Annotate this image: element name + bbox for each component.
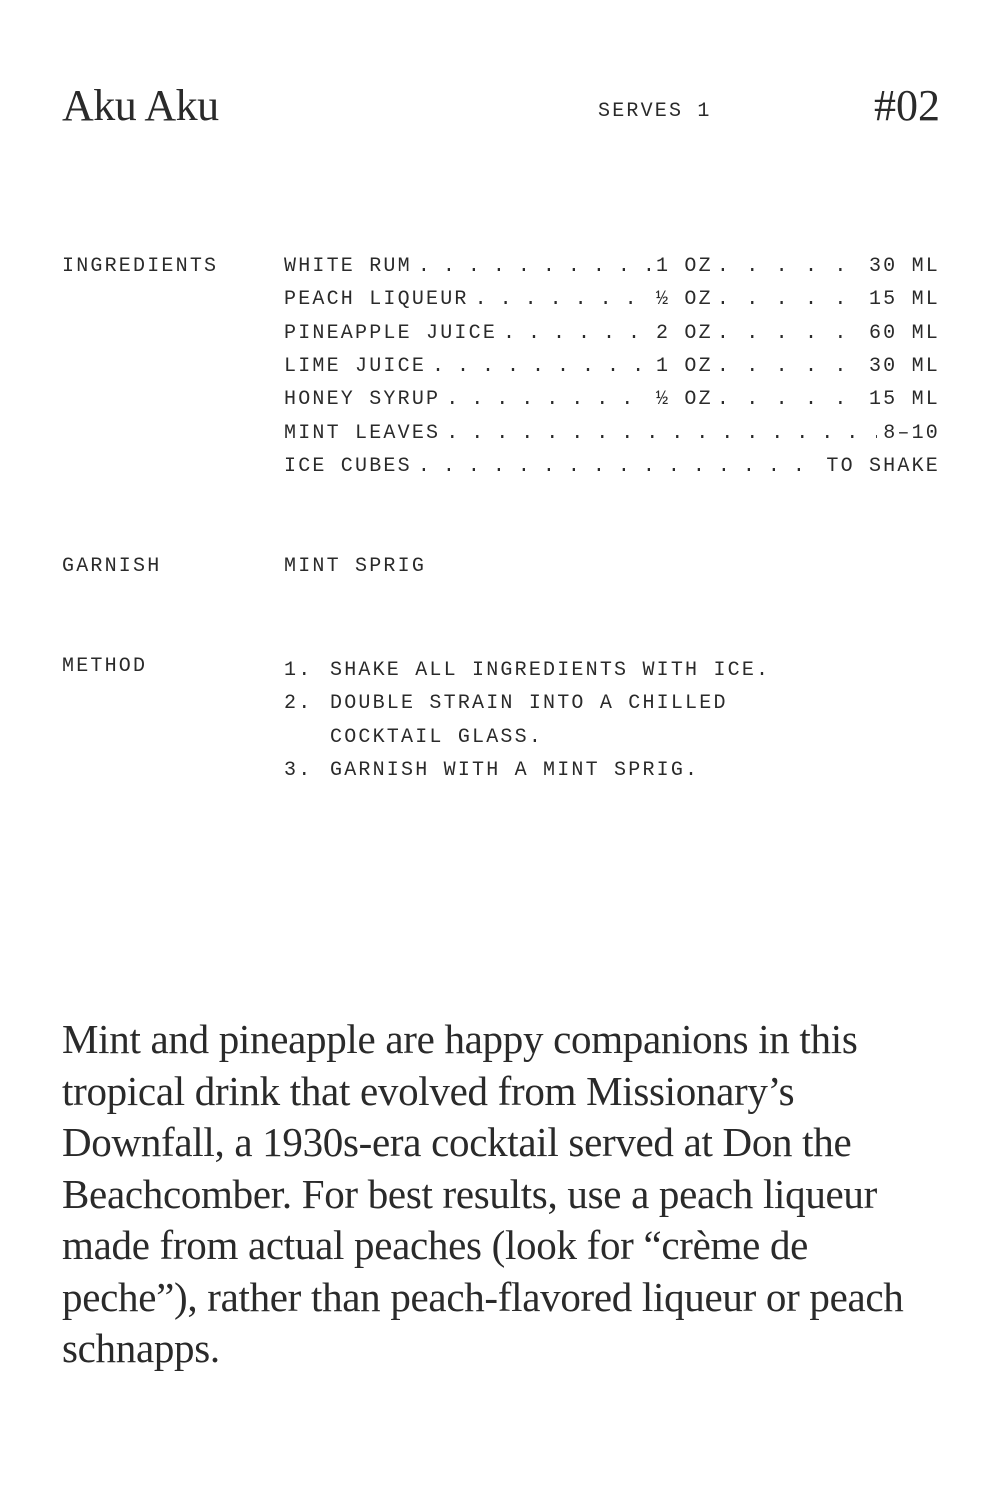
leader-dots bbox=[432, 355, 650, 378]
step-text: SHAKE ALL INGREDIENTS WITH ICE. bbox=[330, 659, 771, 682]
ingredient-name: LIME JUICE bbox=[284, 355, 427, 379]
ingredient-oz: 1 OZ bbox=[656, 355, 713, 379]
ingredient-oz: ½ OZ bbox=[656, 388, 713, 412]
method-step bbox=[284, 687, 844, 754]
ingredient-row bbox=[284, 383, 940, 416]
ingredient-row bbox=[284, 317, 940, 350]
ingredient-row bbox=[284, 450, 940, 483]
ingredient-name: MINT LEAVES bbox=[284, 421, 441, 445]
method-step bbox=[284, 754, 844, 787]
step-number: 3. bbox=[284, 758, 313, 782]
leader-dots bbox=[446, 388, 650, 411]
leader-dots bbox=[418, 455, 821, 478]
ingredient-name: WHITE RUM bbox=[284, 255, 412, 279]
leader-dots bbox=[717, 388, 865, 411]
ingredient-name: PINEAPPLE JUICE bbox=[284, 321, 498, 345]
ingredient-ml: 30 ML bbox=[868, 355, 940, 379]
garnish-value: MINT SPRIG bbox=[284, 555, 427, 578]
step-number: 2. bbox=[284, 692, 313, 716]
serves-count: SERVES 1 bbox=[598, 100, 712, 123]
garnish-label: GARNISH bbox=[62, 555, 162, 578]
ingredient-oz: ½ OZ bbox=[656, 288, 713, 312]
method-step bbox=[284, 654, 844, 687]
leader-dots bbox=[717, 255, 865, 278]
method-label: METHOD bbox=[62, 655, 148, 678]
ingredient-ml: 30 ML bbox=[868, 255, 940, 279]
leader-dots bbox=[446, 422, 877, 445]
ingredient-row bbox=[284, 416, 940, 449]
recipe-description: Mint and pineapple are happy companions in this tropical drink that evolved from Missionary’s Downfall, a 1930s-era cocktail served at Don the Beachcomber. For best results, use a peach liqueur made from actual peaches (look for “crème de peche”), rather than peach-flavored liqueur or peach schnapps. bbox=[62, 1016, 904, 1371]
ingredient-ml: 15 ML bbox=[868, 288, 940, 312]
ingredient-amount: 8–10 bbox=[883, 421, 940, 445]
ingredient-row bbox=[284, 250, 940, 283]
ingredient-name: PEACH LIQUEUR bbox=[284, 288, 469, 312]
ingredient-row bbox=[284, 350, 940, 383]
leader-dots bbox=[717, 322, 865, 345]
recipe-title: Aku Aku bbox=[62, 81, 219, 130]
leader-dots bbox=[475, 288, 650, 311]
ingredients-label: INGREDIENTS bbox=[62, 255, 219, 278]
ingredient-name: HONEY SYRUP bbox=[284, 388, 441, 412]
leader-dots bbox=[418, 255, 650, 278]
step-text: DOUBLE STRAIN INTO A CHILLED COCKTAIL GLASS. bbox=[330, 692, 728, 749]
ingredients-list bbox=[284, 250, 940, 483]
step-text: GARNISH WITH A MINT SPRIG. bbox=[330, 758, 700, 782]
ingredient-oz: 1 OZ bbox=[656, 255, 713, 279]
leader-dots bbox=[717, 355, 865, 378]
ingredient-ml: 60 ML bbox=[868, 321, 940, 345]
ingredient-oz: 2 OZ bbox=[656, 321, 713, 345]
leader-dots bbox=[503, 322, 650, 345]
method-steps bbox=[284, 654, 844, 787]
ingredient-amount: TO SHAKE bbox=[826, 454, 940, 478]
step-number: 1. bbox=[284, 659, 313, 682]
ingredient-ml: 15 ML bbox=[868, 388, 940, 412]
ingredient-row bbox=[284, 283, 940, 316]
recipe-number: #02 bbox=[874, 81, 940, 130]
leader-dots bbox=[717, 288, 865, 311]
ingredient-name: ICE CUBES bbox=[284, 454, 412, 478]
